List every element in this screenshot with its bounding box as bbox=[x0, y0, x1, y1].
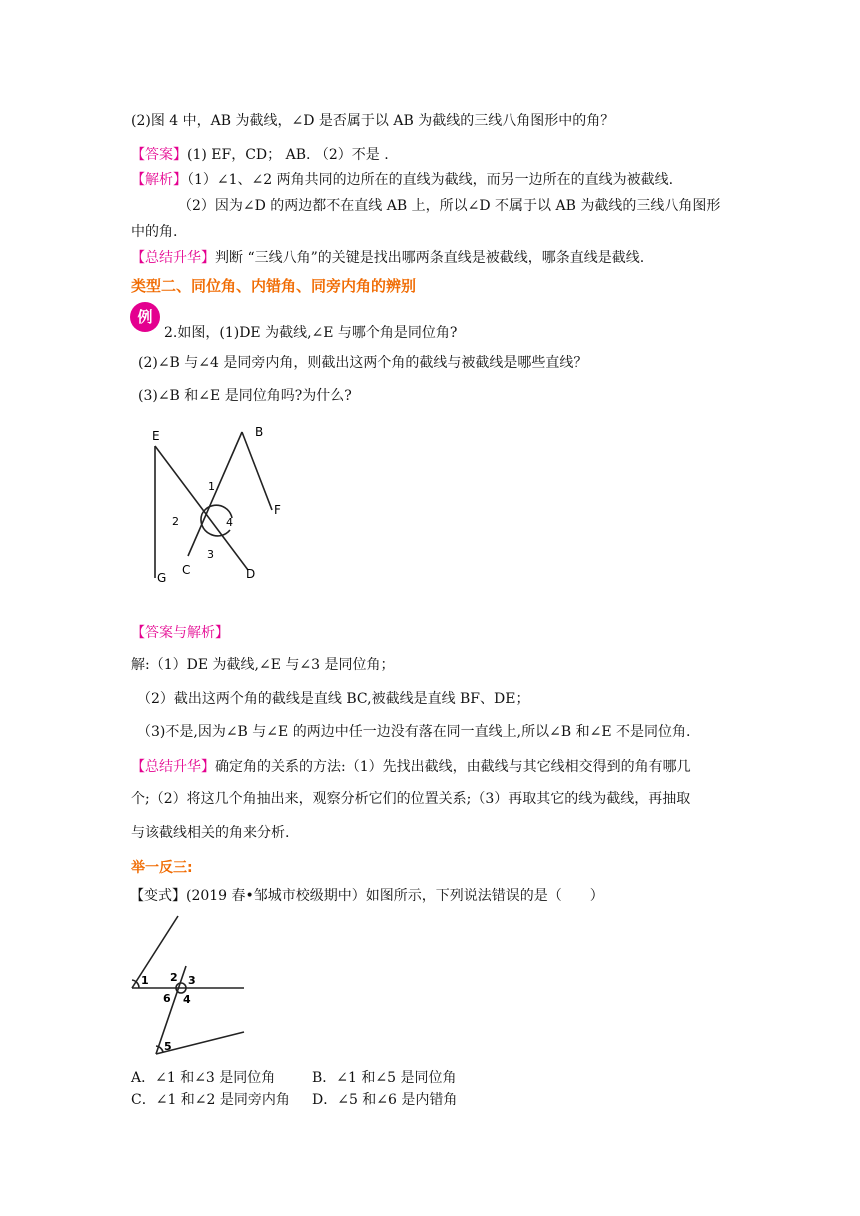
example-q3: (3)∠B 和∠E 是同位角吗?为什么? bbox=[138, 388, 352, 404]
angle-2-label: 2 bbox=[170, 971, 178, 984]
summary-text: 判断 “三线八角”的关键是找出哪两条直线是被截线，哪条直线是截线. bbox=[215, 250, 645, 266]
angle-3-label: 3 bbox=[188, 974, 196, 987]
summary2-line-3: 与该截线相关的角来分析. bbox=[131, 825, 290, 841]
analysis-line-3: 中的角. bbox=[131, 224, 178, 240]
question-part-2: (2)图 4 中，AB 为截线，∠D 是否属于以 AB 为截线的三线八角图形中的角？ bbox=[131, 113, 615, 129]
label-E: E bbox=[152, 429, 160, 443]
angle-1-label: 1 bbox=[141, 974, 149, 987]
angle-4-label: 4 bbox=[183, 993, 191, 1006]
variant-text: (2019 春•邹城市校级期中）如图所示，下列说法错误的是（ ） bbox=[186, 888, 604, 904]
summary-2 bbox=[131, 757, 691, 777]
option-A: A．∠1 和∠3 是同位角 bbox=[131, 1070, 276, 1086]
variant-question bbox=[130, 886, 604, 906]
example-q1: 2.如图，(1)DE 为截线,∠E 与哪个角是同位角? bbox=[164, 325, 458, 341]
summary-tag: 【总结升华】 bbox=[131, 250, 215, 266]
answer-1 bbox=[131, 145, 389, 165]
angle-label-3: 3 bbox=[207, 548, 214, 561]
summary2-line-2: 个;（2）将这几个角抽出来，观察分析它们的位置关系;（3）再取其它的线为截线，再抽取 bbox=[131, 791, 691, 807]
label-F: F bbox=[274, 503, 281, 517]
option-D: D．∠5 和∠6 是内错角 bbox=[312, 1092, 458, 1108]
option-B: B．∠1 和∠5 是同位角 bbox=[312, 1070, 457, 1086]
angle-5-label: 5 bbox=[164, 1040, 172, 1053]
figure-parallel-lines bbox=[128, 914, 252, 1060]
analysis-tag: 【解析】 bbox=[131, 172, 187, 188]
option-C: C．∠1 和∠2 是同旁内角 bbox=[131, 1092, 290, 1108]
analysis-1 bbox=[131, 170, 673, 190]
label-C: C bbox=[182, 563, 191, 577]
summary-1 bbox=[131, 248, 644, 268]
label-D: D bbox=[246, 567, 256, 581]
summary2-tag: 【总结升华】 bbox=[131, 759, 215, 775]
angle-label-4: 4 bbox=[226, 516, 233, 529]
type2-heading: 类型二、同位角、内错角、同旁内角的辨别 bbox=[131, 277, 417, 295]
summary2-line-1: 确定角的关系的方法:（1）先找出截线，由截线与其它线相交得到的角有哪几 bbox=[215, 759, 691, 775]
answer-text: (1) EF，CD； AB. （2）不是 . bbox=[187, 147, 389, 163]
solution-line-2: （2）截出这两个角的截线是直线 BC,被截线是直线 BF、DE； bbox=[137, 691, 530, 707]
practice-heading: 举一反三: bbox=[131, 860, 193, 876]
label-B: B bbox=[255, 425, 264, 439]
label-G: G bbox=[157, 571, 167, 585]
analysis-line-2: （2）因为∠D 的两边都不在直线 AB 上，所以∠D 不属于以 AB 为截线的三线八角图形 bbox=[178, 198, 721, 214]
figure-zigzag-lines bbox=[140, 418, 300, 588]
angle-label-1: 1 bbox=[208, 480, 215, 493]
angle-label-2: 2 bbox=[172, 515, 179, 528]
example-q2: (2)∠B 与∠4 是同旁内角，则截出这两个角的截线与被截线是哪些直线？ bbox=[138, 355, 588, 371]
answer-tag: 【答案】 bbox=[131, 147, 187, 163]
example-badge: 例 bbox=[130, 302, 160, 332]
answer-analysis-tag: 【答案与解析】 bbox=[131, 625, 229, 641]
solution-line-1: 解:（1）DE 为截线,∠E 与∠3 是同位角； bbox=[131, 657, 395, 673]
angle-6-label: 6 bbox=[163, 992, 171, 1005]
solution-line-3: （3)不是,因为∠B 与∠E 的两边中任一边没有落在同一直线上,所以∠B 和∠E 不是同位角. bbox=[137, 724, 691, 740]
variant-tag: 【变式】 bbox=[130, 888, 186, 904]
analysis-line-1: （1）∠1、∠2 两角共同的边所在的直线为截线，而另一边所在的直线为被截线. bbox=[187, 172, 674, 188]
